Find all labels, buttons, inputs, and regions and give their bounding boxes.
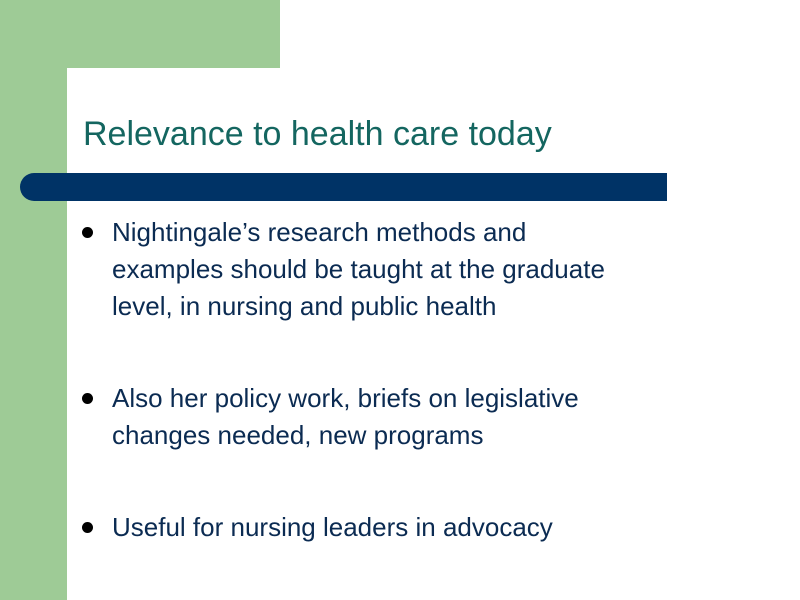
bullet-item	[80, 509, 740, 546]
bullet-text-line: level, in nursing and public health	[112, 291, 497, 321]
bullet-dot-icon	[82, 393, 93, 404]
slide-title: Relevance to health care today	[83, 115, 552, 153]
bullet-item	[80, 380, 740, 454]
bullet-text-line: Nightingale’s research methods and	[112, 217, 527, 247]
bullet-text-line: changes needed, new programs	[112, 420, 484, 450]
green-accent-top	[0, 0, 280, 68]
bullet-text-line: Also her policy work, briefs on legislative	[112, 383, 579, 413]
bullet-text-line: Useful for nursing leaders in advocacy	[112, 512, 553, 542]
bullet-item	[80, 214, 740, 325]
bullet-dot-icon	[82, 522, 93, 533]
title-underline-bar	[20, 173, 667, 201]
bullet-dot-icon	[82, 227, 93, 238]
green-accent-left	[0, 0, 67, 600]
bullet-list	[80, 214, 740, 546]
bullet-text-line: examples should be taught at the graduate	[112, 254, 605, 284]
